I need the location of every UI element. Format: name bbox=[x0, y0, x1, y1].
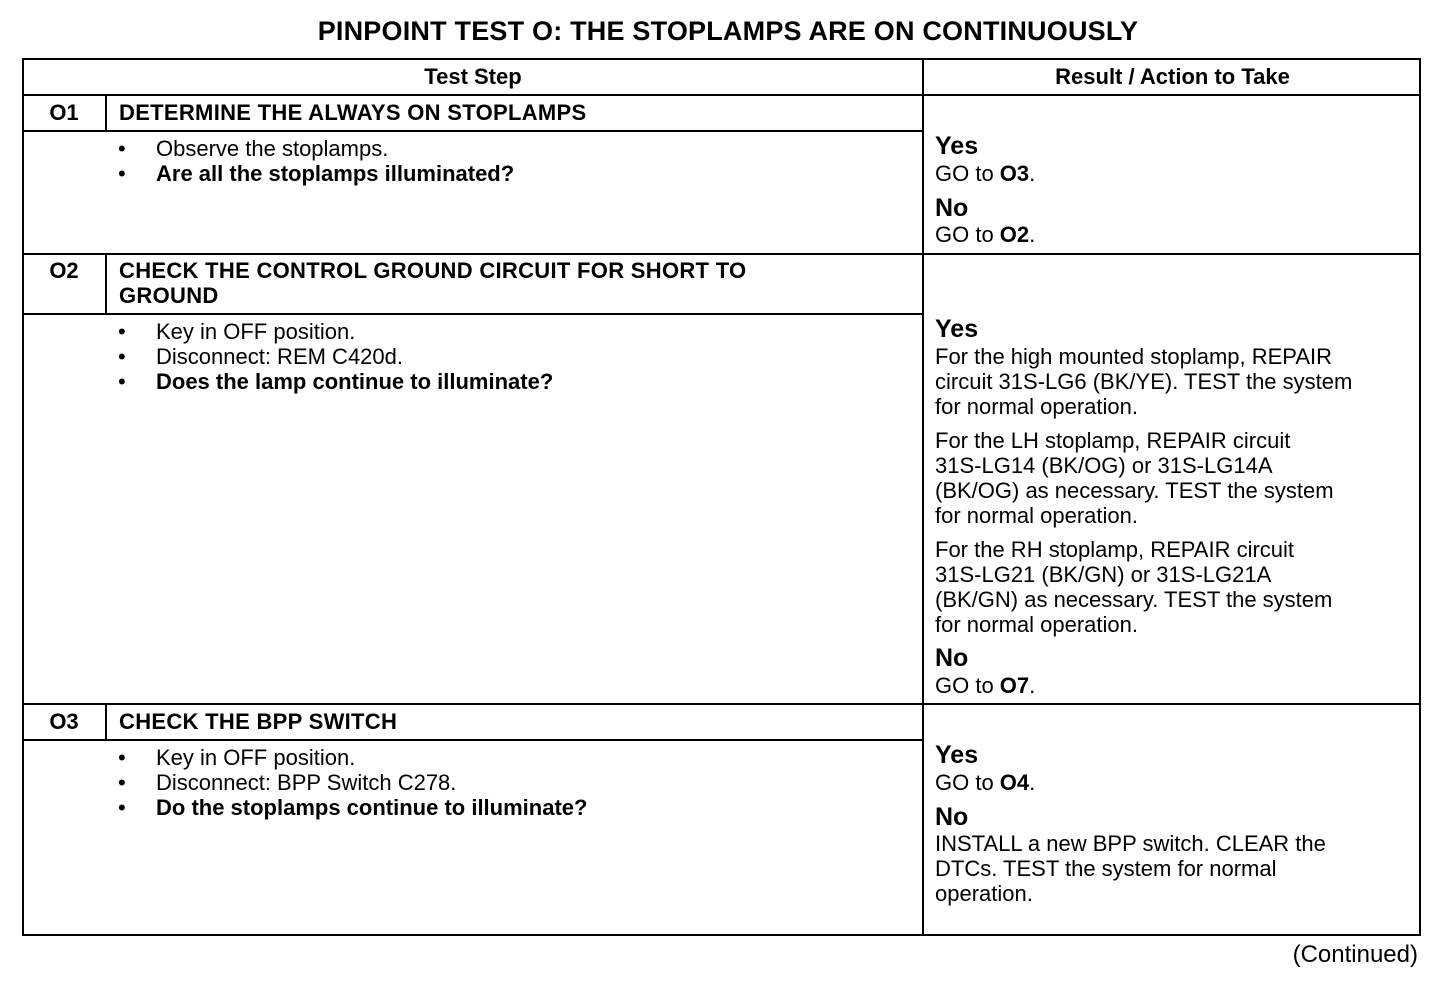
no-action-line: DTCs. TEST the system for normal bbox=[935, 856, 1277, 881]
no-label: No bbox=[935, 644, 969, 672]
step-title-divider bbox=[24, 130, 922, 132]
goto-target: O3 bbox=[999, 161, 1030, 186]
yes-label: Yes bbox=[935, 315, 979, 343]
bullet-dot: • bbox=[118, 770, 126, 795]
yes-action-line: For the RH stoplamp, REPAIR circuit bbox=[935, 537, 1295, 562]
step-instruction: Disconnect: REM C420d. bbox=[156, 344, 403, 369]
yes-action-line: 31S-LG14 (BK/OG) or 31S-LG14A bbox=[935, 453, 1273, 478]
step-instruction: Key in OFF position. bbox=[156, 745, 356, 770]
step-id-divider bbox=[105, 703, 107, 740]
step-title: CHECK THE BPP SWITCH bbox=[119, 709, 398, 734]
bullet-dot: • bbox=[118, 319, 126, 344]
no-action: GO to O7. bbox=[935, 673, 1036, 698]
step-id: O2 bbox=[49, 258, 79, 283]
step-title: GROUND bbox=[119, 283, 219, 308]
continued-note: (Continued) bbox=[1292, 941, 1418, 968]
step-question: Are all the stoplamps illuminated? bbox=[156, 161, 515, 186]
step-instruction: Key in OFF position. bbox=[156, 319, 356, 344]
step-title: DETERMINE THE ALWAYS ON STOPLAMPS bbox=[119, 100, 587, 125]
yes-action-line: For the LH stoplamp, REPAIR circuit bbox=[935, 428, 1291, 453]
row-divider bbox=[24, 703, 1421, 705]
header-divider bbox=[24, 94, 1421, 96]
yes-action: GO to O4. bbox=[935, 770, 1036, 795]
step-instruction: Observe the stoplamps. bbox=[156, 136, 389, 161]
column-divider bbox=[922, 60, 924, 936]
step-id: O1 bbox=[49, 100, 79, 125]
bullet-dot: • bbox=[118, 745, 126, 770]
header-result: Result / Action to Take bbox=[1055, 64, 1290, 89]
step-id-divider bbox=[105, 94, 107, 131]
header-test-step: Test Step bbox=[424, 64, 522, 89]
step-title-divider bbox=[24, 739, 922, 741]
yes-action-line: for normal operation. bbox=[935, 394, 1138, 419]
bullet-dot: • bbox=[118, 161, 126, 186]
yes-action-line: (BK/GN) as necessary. TEST the system bbox=[935, 587, 1333, 612]
bullet-dot: • bbox=[118, 344, 126, 369]
yes-label: Yes bbox=[935, 132, 979, 160]
yes-action-line: For the high mounted stoplamp, REPAIR bbox=[935, 344, 1333, 369]
no-action-line: INSTALL a new BPP switch. CLEAR the bbox=[935, 831, 1326, 856]
yes-action: GO to O3. bbox=[935, 161, 1036, 186]
bullet-dot: • bbox=[118, 795, 126, 820]
pinpoint-table bbox=[22, 58, 1421, 936]
step-question: Do the stoplamps continue to illuminate? bbox=[156, 795, 588, 820]
goto-target: O4 bbox=[999, 770, 1030, 795]
yes-label: Yes bbox=[935, 741, 979, 769]
yes-action-line: for normal operation. bbox=[935, 503, 1138, 528]
step-question: Does the lamp continue to illuminate? bbox=[156, 369, 554, 394]
row-divider bbox=[24, 253, 1421, 255]
goto-target: O7 bbox=[999, 673, 1030, 698]
yes-action-line: circuit 31S-LG6 (BK/YE). TEST the system bbox=[935, 369, 1353, 394]
bullet-dot: • bbox=[118, 369, 126, 394]
yes-action-line: 31S-LG21 (BK/GN) or 31S-LG21A bbox=[935, 562, 1272, 587]
page-title: PINPOINT TEST O: THE STOPLAMPS ARE ON CONTINUOUSLY bbox=[317, 16, 1139, 46]
step-title-divider bbox=[24, 313, 922, 315]
no-action: GO to O2. bbox=[935, 222, 1036, 247]
yes-action-line: (BK/OG) as necessary. TEST the system bbox=[935, 478, 1334, 503]
yes-action-line: for normal operation. bbox=[935, 612, 1138, 637]
step-title: CHECK THE CONTROL GROUND CIRCUIT FOR SHORT TO bbox=[119, 258, 747, 283]
step-id-divider bbox=[105, 253, 107, 315]
goto-target: O2 bbox=[999, 222, 1030, 247]
no-action-line: operation. bbox=[935, 881, 1033, 906]
no-label: No bbox=[935, 803, 969, 831]
step-instruction: Disconnect: BPP Switch C278. bbox=[156, 770, 457, 795]
bullet-dot: • bbox=[118, 136, 126, 161]
no-label: No bbox=[935, 194, 969, 222]
step-id: O3 bbox=[49, 709, 79, 734]
